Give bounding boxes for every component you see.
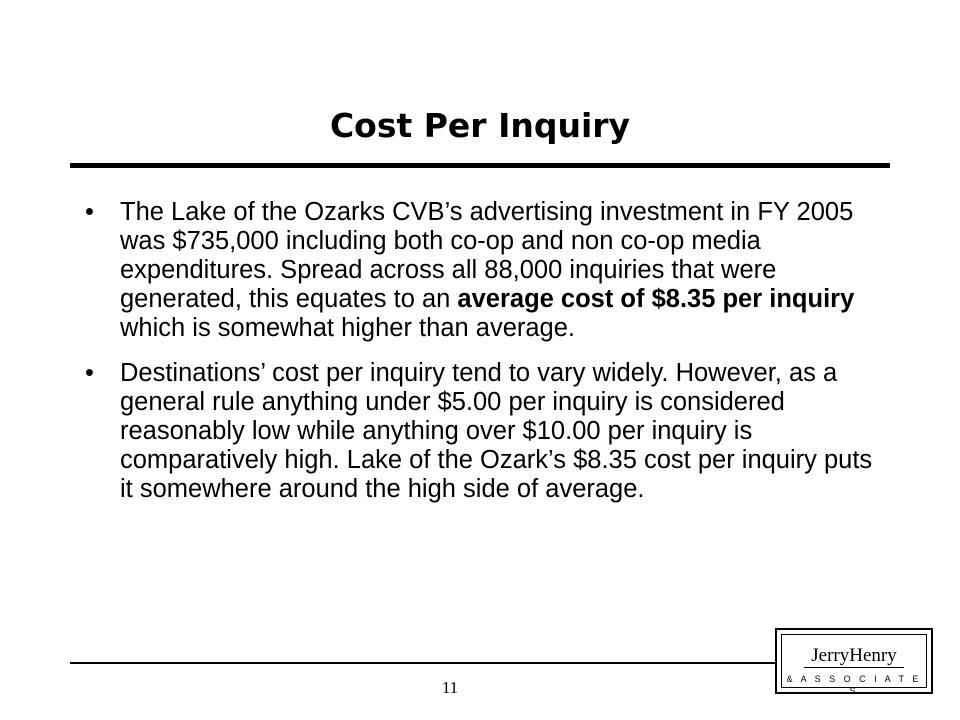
bullet-dot-icon: • — [85, 359, 94, 387]
bullet-list — [80, 198, 880, 520]
bullet-item-destinations — [80, 359, 880, 504]
bullet-text-emphasis: average cost of $8.35 per inquiry — [457, 285, 855, 313]
bullet-text-intro: The Lake of the Ozarks CVB’s advertising investment in FY 2005 was $735,000 including both co-op and non co-op media expenditures. Spread across all 88,000 inquiries that were generated, this equates to an — [120, 198, 854, 313]
bullet-text-outro: which is somewhat higher than average. — [120, 314, 576, 342]
slide-title: Cost Per Inquiry — [329, 106, 631, 145]
logo-inner-frame — [781, 634, 927, 696]
company-logo — [775, 628, 933, 694]
bullet-dot-icon: • — [85, 198, 94, 226]
page-number: 11 — [441, 678, 459, 697]
logo-subtitle: & A S S O C I A T E S — [786, 674, 922, 696]
logo-name: JerryHenry — [782, 645, 926, 667]
title-divider — [70, 163, 890, 168]
bullet-text: Destinations’ cost per inquiry tend to vary widely. However, as a general rule anything under $5.00 per inquiry is considered reasonably low while anything over $10.00 per inquiry is comparatively high. Lake of the Ozark’s $8.35 cost per inquiry puts it somewhere around the high side of average. — [120, 359, 873, 503]
footer-divider — [70, 662, 776, 664]
bullet-item-investment — [80, 198, 880, 343]
